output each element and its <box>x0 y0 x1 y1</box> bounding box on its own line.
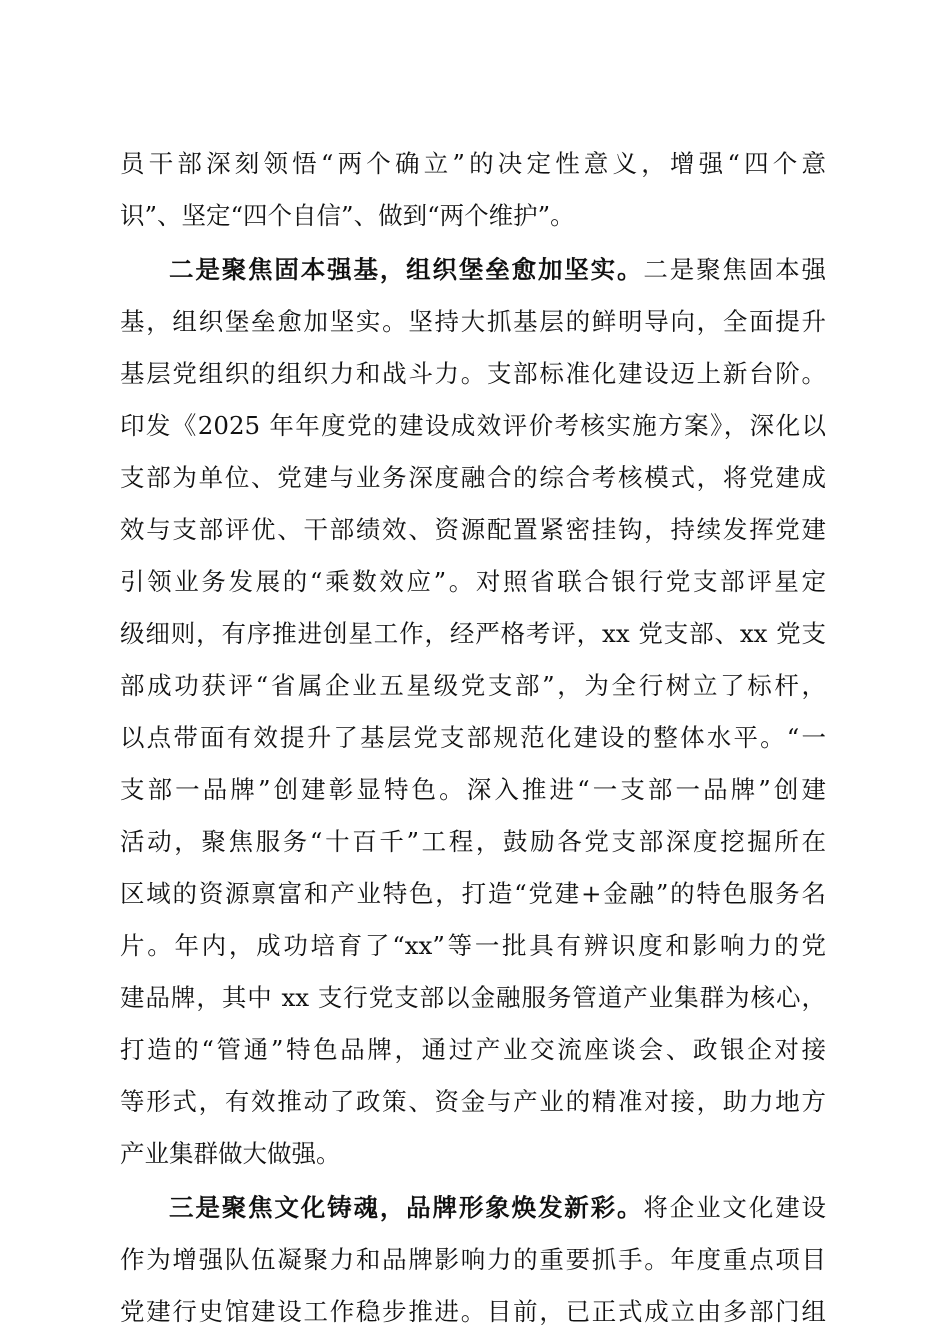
text-line: 部成功获评“省属企业五星级党支部”，为全行树立了标杆， <box>120 671 826 700</box>
text-line: 作为增强队伍凝聚力和品牌影响力的重要抓手。年度重点项目 <box>120 1245 826 1274</box>
text-line: 党建行史馆建设工作稳步推进。目前，已正式成立由多部门组 <box>120 1297 826 1326</box>
text-line: 产业集群做大做强。 <box>120 1139 341 1168</box>
text-run: 二是聚焦固本强 <box>643 255 826 284</box>
text-line: 等形式，有效推动了政策、资金与产业的精准对接，助力地方 <box>120 1087 826 1116</box>
text-line: 区域的资源禀富和产业特色，打造“党建+金融”的特色服务名 <box>120 879 826 908</box>
text-line: 员干部深刻领悟“两个确立”的决定性意义，增强“四个意 <box>120 149 826 178</box>
paragraph-2 <box>120 244 826 1180</box>
text-line: 片。年内，成功培育了“xx”等一批具有辨识度和影响力的党 <box>120 931 826 960</box>
text-line: 活动，聚焦服务“十百千”工程，鼓励各党支部深度挖掘所在 <box>120 827 826 856</box>
text-line: 印发《2025 年年度党的建设成效评价考核实施方案》，深化以 <box>120 411 826 440</box>
text-line: 以点带面有效提升了基层党支部规范化建设的整体水平。“一 <box>120 723 826 752</box>
paragraph-1 <box>120 138 826 242</box>
text-line: 引领业务发展的“乘数效应”。对照省联合银行党支部评星定 <box>120 567 826 596</box>
text-run: 将企业文化建设 <box>643 1193 826 1222</box>
text-line: 基层党组织的组织力和战斗力。支部标准化建设迈上新台阶。 <box>120 359 826 388</box>
document-page <box>120 138 826 1338</box>
paragraph-heading: 二是聚焦固本强基，组织堡垒愈加坚实。 <box>169 255 644 284</box>
text-line: 打造的“管通”特色品牌，通过产业交流座谈会、政银企对接 <box>120 1035 826 1064</box>
text-line: 支部为单位、党建与业务深度融合的综合考核模式，将党建成 <box>120 463 826 492</box>
text-line: 支部一品牌”创建彰显特色。深入推进“一支部一品牌”创建 <box>120 775 826 804</box>
paragraph-first-line <box>120 244 826 296</box>
text-line: 基，组织堡垒愈加坚实。坚持大抓基层的鲜明导向，全面提升 <box>120 307 826 336</box>
text-line: 级细则，有序推进创星工作，经严格考评，xx 党支部、xx 党支 <box>120 619 826 648</box>
text-line: 建品牌，其中 xx 支行党支部以金融服务管道产业集群为核心， <box>120 983 826 1012</box>
paragraph-first-line <box>120 1182 826 1234</box>
text-line: 识”、坚定“四个自信”、做到“两个维护”。 <box>120 201 575 230</box>
paragraph-3 <box>120 1182 826 1338</box>
text-line: 效与支部评优、干部绩效、资源配置紧密挂钩，持续发挥党建 <box>120 515 826 544</box>
paragraph-heading: 三是聚焦文化铸魂，品牌形象焕发新彩。 <box>169 1193 644 1222</box>
